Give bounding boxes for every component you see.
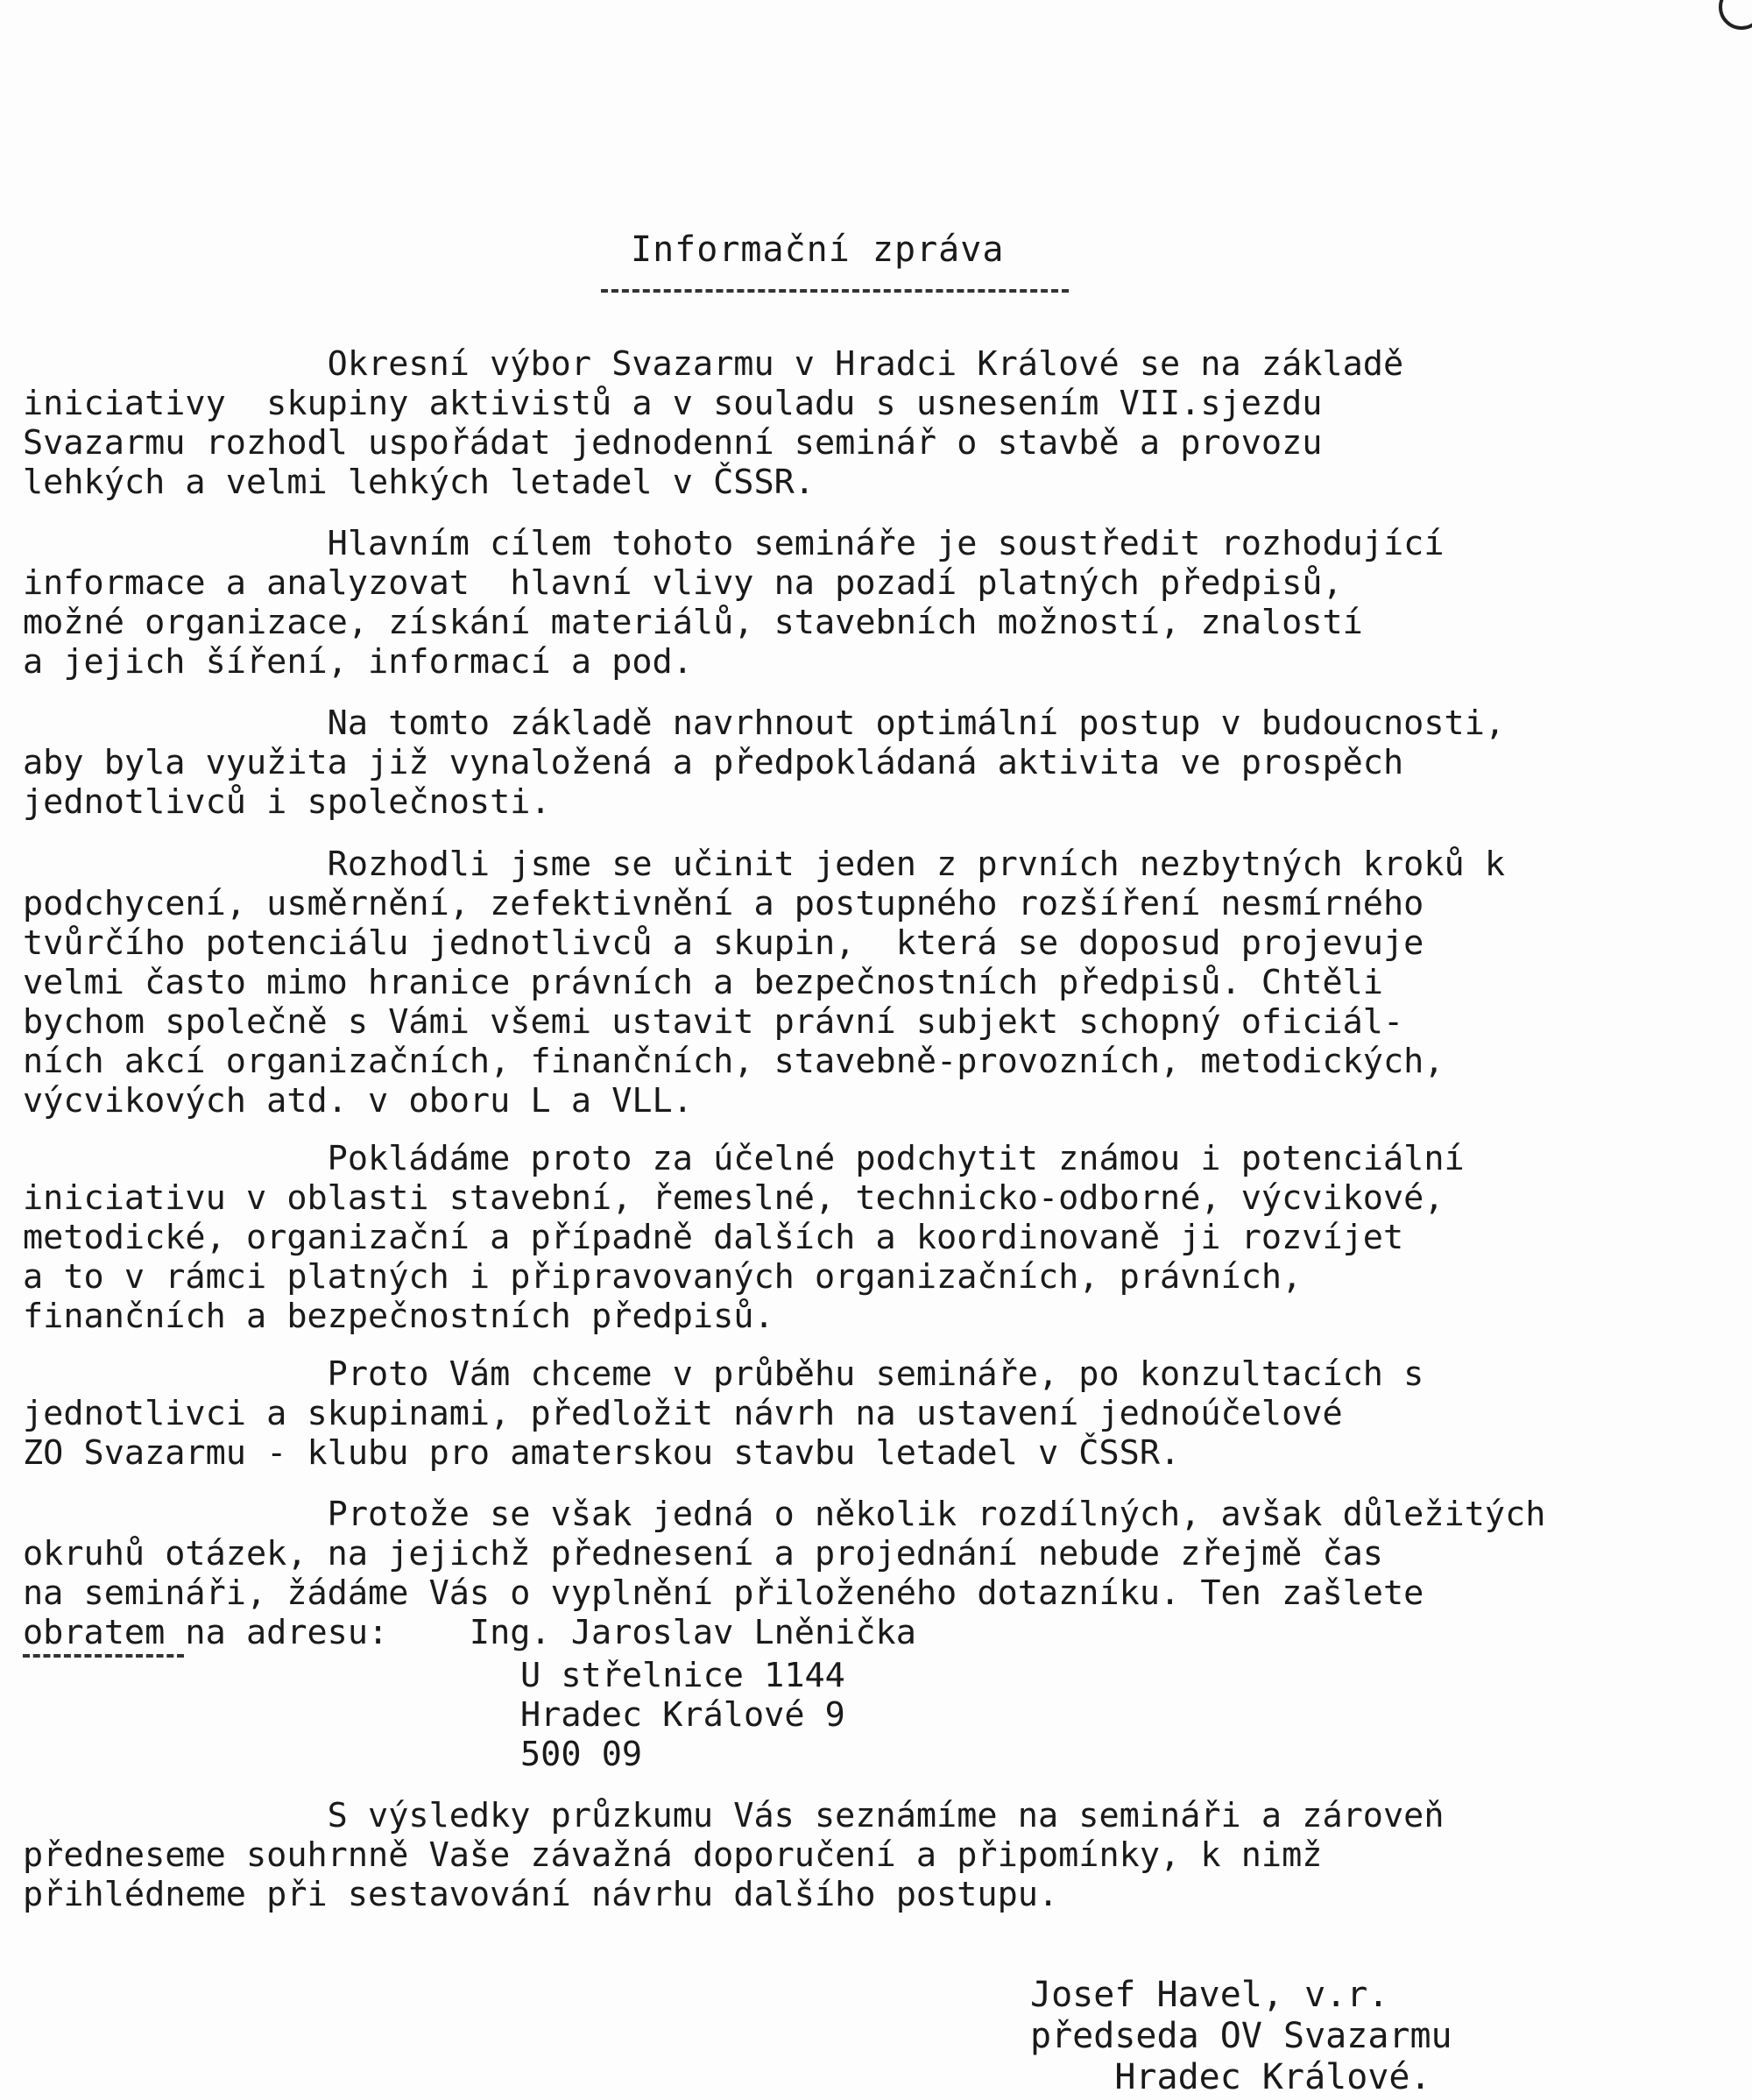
paragraph-3: Na tomto základě navrhnout optimální postup v budoucnosti, aby byla využita již vynaložená a předpokládaná aktivita ve prospěch jednotlivců i společnosti.: [23, 704, 1506, 822]
corner-circle-mark: [1719, 0, 1752, 30]
paragraph-5: Pokládáme proto za účelné podchytit známou i potenciální iniciativu v oblasti stavební, řemeslné, technicko-odborné, výcvikové, metodické, organizační a případně dalších a koordinovaně ji rozvíjet a to v rámci platných i připravovaných organizačních, právních, finančních a bezpečnostních předpisů.: [23, 1139, 1465, 1336]
paragraph-1: Okresní výbor Svazarmu v Hradci Králové se na základě iniciativy skupiny aktivistů a v souladu s usnesením VII.sjezdu Svazarmu rozhodl uspořádat jednodenní seminář o stavbě a provozu lehkých a velmi lehkých letadel v ČSSR.: [23, 344, 1404, 502]
address-postcode: 500 09: [520, 1735, 643, 1774]
obratem-underline: [23, 1654, 184, 1658]
paragraph-2: Hlavním cílem tohoto semináře je soustředit rozhodující informace a analyzovat hlavní vlivy na pozadí platných předpisů, možné organizace, získání materiálů, stavebních možností, znalostí a jejich šíření, informací a pod.: [23, 524, 1445, 682]
address-city: Hradec Králové 9: [520, 1695, 845, 1735]
paragraph-8: S výsledky průzkumu Vás seznámíme na semináři a zároveň předneseme souhrnně Vaše závažná doporučení a připomínky, k nimž přihlédneme při sestavování návrhu dalšího postupu.: [23, 1796, 1445, 1914]
signature-place: Hradec Králové.: [1030, 2057, 1431, 2097]
title-underline: [601, 289, 1069, 293]
paragraph-6: Proto Vám chceme v průběhu semináře, po konzultacích s jednotlivci a skupinami, předložit návrh na ustavení jednoúčelové ZO Svazarmu - klubu pro amaterskou stavbu letadel v ČSSR.: [23, 1354, 1424, 1473]
address-street: U střelnice 1144: [520, 1656, 845, 1695]
paragraph-7: Protože se však jedná o několik rozdílných, avšak důležitých okruhů otázek, na jejichž přednesení a projednání nebude zřejmě čas na semináři, žádáme Vás o vyplnění přiloženého dotazníku. Ten zašlete obratem na adresu: Ing. Jaroslav Lněnička: [23, 1495, 1546, 1652]
paragraph-4: Rozhodli jsme se učinit jeden z prvních nezbytných kroků k podchycení, usměrnění, zefektivnění a postupného rozšíření nesmírného tvůrčího potenciálu jednotlivců a skupin, která se doposud projevuje velmi často mimo hranice právních a bezpečnostních předpisů. Chtěli bychom společně s Vámi všemi ustavit právní subjekt schopný oficiál- ních akcí organizačních, finančních, stavebně-provozních, metodických, výcvikových atd. v oboru L a VLL.: [23, 845, 1506, 1121]
signature-name: Josef Havel, v.r.: [1030, 1975, 1389, 2015]
signature-role: předseda OV Svazarmu: [1030, 2016, 1452, 2056]
document-title: Informační zpráva: [631, 230, 1005, 270]
